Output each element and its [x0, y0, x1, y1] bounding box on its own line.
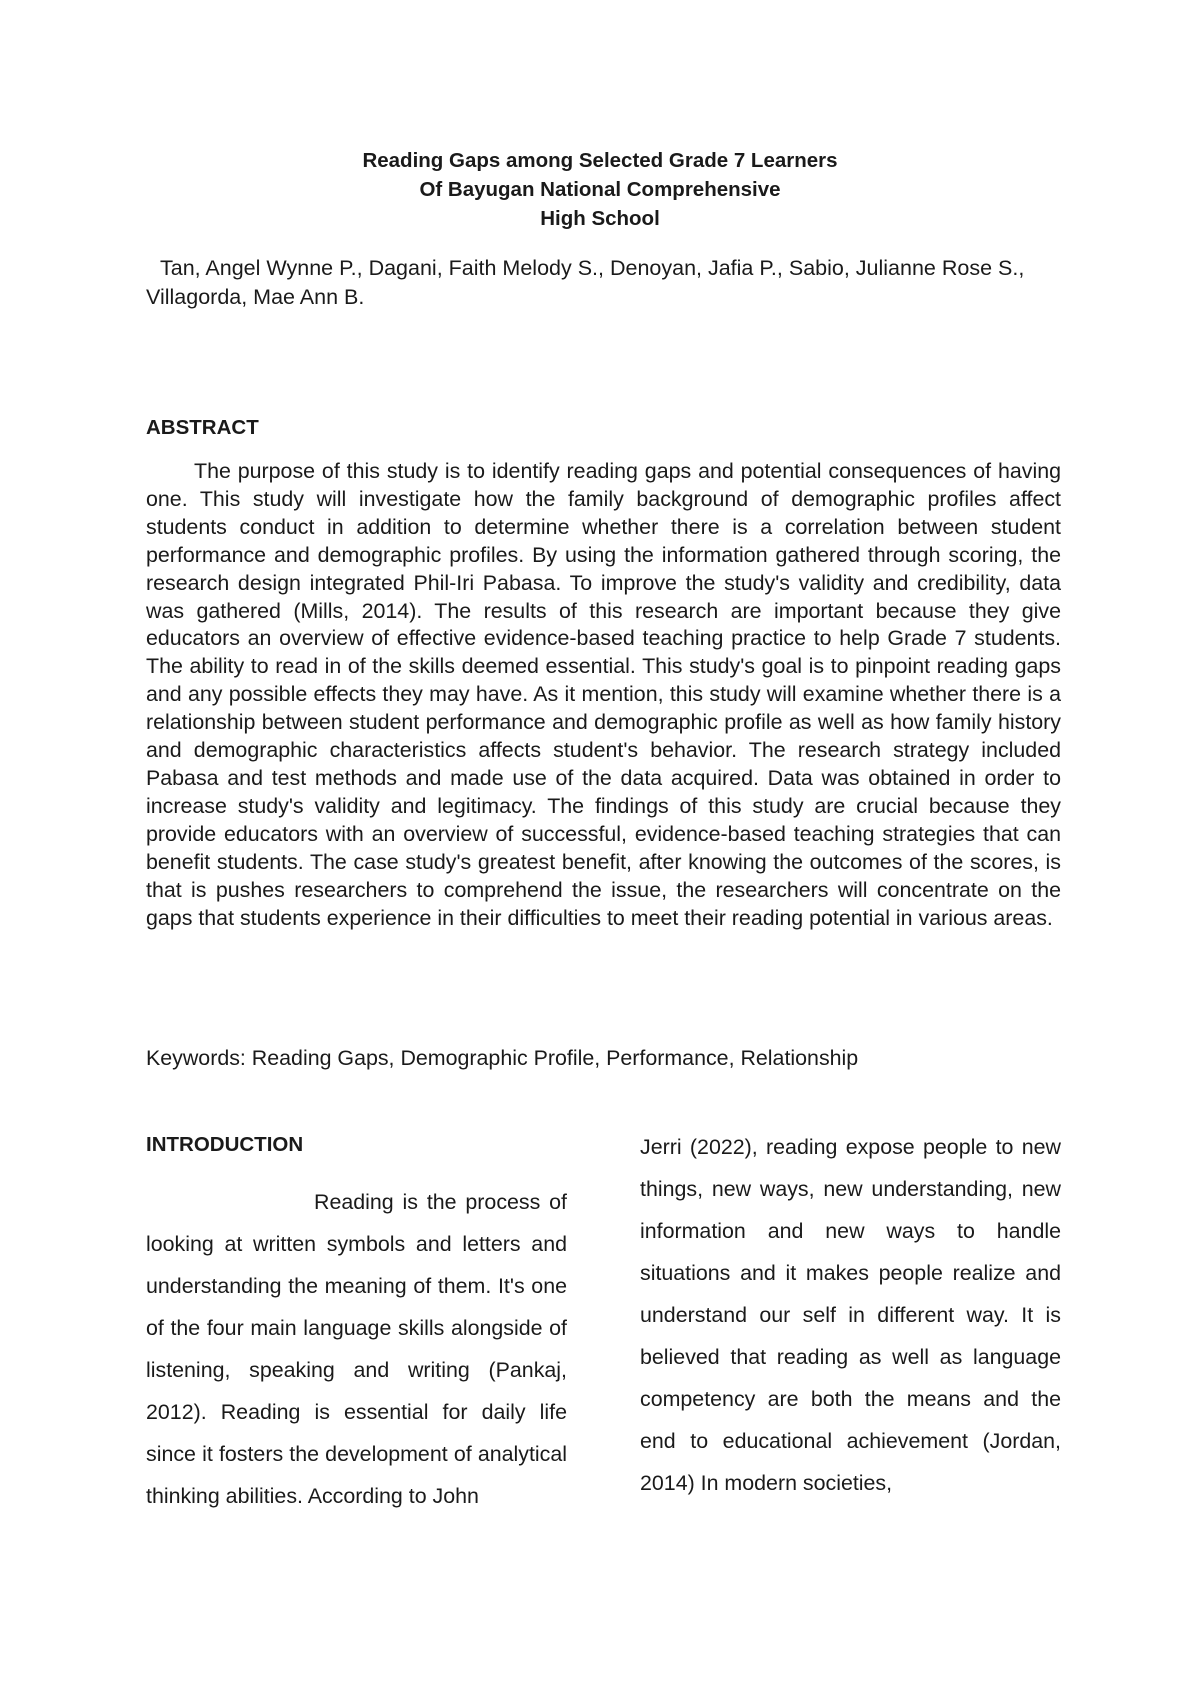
title-line-1: Reading Gaps among Selected Grade 7 Learners [362, 149, 838, 172]
title-line-3: High School [540, 207, 660, 230]
introduction-left-column: Reading is the process of looking at written symbols and letters and understanding the meaning of them. It's one of the four main language skills alongside of listening, speaking and writing (Pankaj, 2012). Reading is essential for daily life since it fosters the development of analytical thinking abilities. According to John [146, 1190, 567, 1508]
paper-title [0, 146, 1200, 233]
abstract-heading: ABSTRACT [146, 416, 259, 439]
author-list: Tan, Angel Wynne P., Dagani, Faith Melody S., Denoyan, Jafia P., Sabio, Julianne Rose S., Villagorda, Mae Ann B. [146, 256, 1025, 309]
title-line-2: Of Bayugan National Comprehensive [419, 178, 781, 201]
introduction-heading: INTRODUCTION [146, 1133, 304, 1156]
keywords-line: Keywords: Reading Gaps, Demographic Profile, Performance, Relationship [146, 1046, 859, 1070]
abstract-body: The purpose of this study is to identify reading gaps and potential consequences of having one. This study will investigate how the family background of demographic profiles affect students conduct in addition to determine whether there is a correlation between student performance and demographic profiles. By using the information gathered through scoring, the research design integrated Phil-Iri Pabasa. To improve the study's validity and credibility, data was gathered (Mills, 2014). The results of this research are important because they give educators an overview of effective evidence-based teaching practice to help Grade 7 students. The ability to read in of the skills deemed essential. This study's goal is to pinpoint reading gaps and any possible effects they may have. As it mention, this study will examine whether there is a relationship between student performance and demographic profile as well as how family history and demographic characteristics affects student's behavior. The research strategy included Pabasa and test methods and made use of the data acquired. Data was obtained in order to increase study's validity and legitimacy. The findings of this study are crucial because they provide educators with an overview of successful, evidence-based teaching strategies that can benefit students. The case study's greatest benefit, after knowing the outcomes of the scores, is that is pushes researchers to comprehend the issue, the researchers will concentrate on the gaps that students experience in their difficulties to meet their reading potential in various areas. [146, 459, 1061, 930]
introduction-right-column: Jerri (2022), reading expose people to new things, new ways, new understanding, new information and new ways to handle situations and it makes people realize and understand our self in different way. It is believed that reading as well as language competency are both the means and the end to educational achievement (Jordan, 2014) In modern societies, [640, 1135, 1061, 1495]
